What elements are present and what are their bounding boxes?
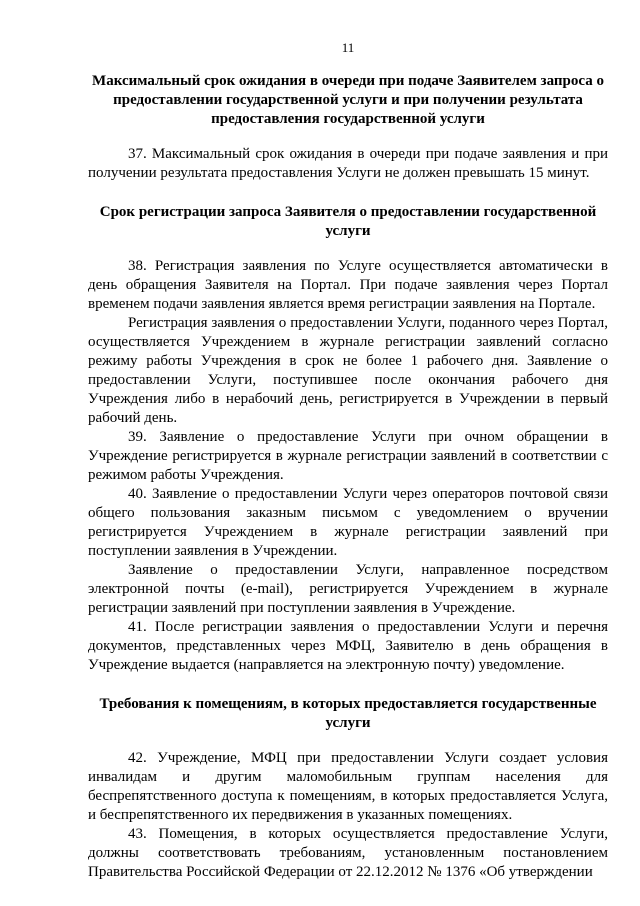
section-heading-premises-requirements: Требования к помещениям, в которых предоставляется государственные услуги — [99, 696, 597, 731]
paragraph-37: 37. Максимальный срок ожидания в очереди при подаче заявления и при получении результата предоставления Услуги не должен превышать 15 минут. — [88, 146, 608, 181]
paragraph-38: 38. Регистрация заявления по Услуге осуществляется автоматически в день обращения Заявителя на Портал. При подаче заявления через Портал временем подачи заявления является время регистрации заявления на Портале. — [88, 258, 608, 312]
page-number: 11 — [341, 40, 355, 55]
paragraph-42: 42. Учреждение, МФЦ при предоставлении Услуги создает условия инвалидам и другим маломобильным группам населения для беспрепятственного доступа к помещениям, в которых предоставляется Услуга, и беспрепятственного их передвижения в указанных помещениях. — [88, 750, 608, 823]
paragraph-38-continued: Регистрация заявления о предоставлении Услуги, поданного через Портал, осуществляется Учреждением в журнале регистрации заявлений согласно режиму работы Учреждения в срок не более 1 рабочего дня. Заявление о предоставлении Услуги, поступившее после окончания рабочего дня Учреждения либо в нерабочий день, регистрируется в Учреждении в первый рабочий день. — [88, 315, 608, 426]
paragraph-40: 40. Заявление о предоставлении Услуги через операторов почтовой связи общего пользования заказным письмом с уведомлением о вручении регистрируется Учреждением в журнале регистрации заявлений при поступлении заявления в Учреждении. — [88, 486, 608, 559]
section-heading-registration-term: Срок регистрации запроса Заявителя о предоставлении государственной услуги — [99, 204, 597, 239]
paragraph-39: 39. Заявление о предоставление Услуги при очном обращении в Учреждение регистрируется в журнале регистрации заявлений в соответствии с режимом работы Учреждения. — [88, 429, 608, 483]
document-page — [88, 40, 608, 882]
section-heading-waiting-time: Максимальный срок ожидания в очереди при подаче Заявителем запроса о предоставлении государственной услуги и при получении результата предоставления государственной услуги — [92, 73, 604, 127]
paragraph-43: 43. Помещения, в которых осуществляется предоставление Услуги, должны соответствовать требованиям, установленным постановлением Правительства Российской Федерации от 22.12.2012 № 1376 «Об утверждении — [88, 826, 608, 880]
paragraph-41: 41. После регистрации заявления о предоставлении Услуги и перечня документов, представленных через МФЦ, Заявителю в день обращения в Учреждение выдается (направляется на электронную почту) уведомление. — [88, 619, 608, 673]
paragraph-40-continued: Заявление о предоставлении Услуги, направленное посредством электронной почты (e-mail), регистрируется Учреждением в журнале регистрации заявлений при поступлении заявления в Учреждение. — [88, 562, 608, 616]
